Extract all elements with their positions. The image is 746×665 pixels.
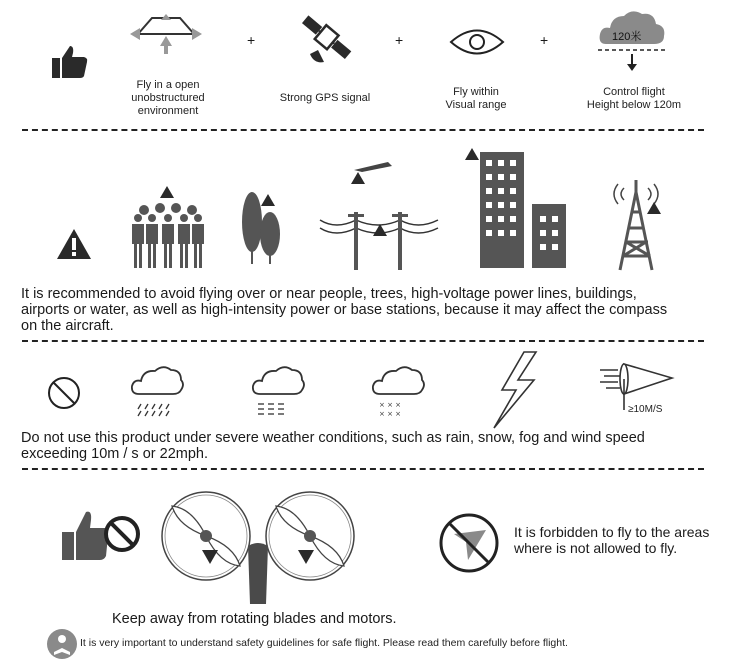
height-caption: Control flight Height below 120m	[586, 86, 682, 111]
visual-range-caption: Fly within Visual range	[445, 86, 507, 111]
svg-text:× × ×: × × ×	[379, 410, 402, 418]
power-line-warning-icon	[318, 158, 440, 272]
no-fly-zone-icon	[438, 512, 500, 574]
plus-sign-3: +	[540, 32, 549, 48]
rain-cloud-icon	[129, 364, 185, 416]
lightning-icon	[490, 350, 540, 430]
section-divider-2	[22, 340, 704, 342]
no-touch-icon	[60, 508, 142, 566]
wind-speed-label: ≥10M/S	[628, 404, 663, 415]
section-divider-1	[22, 129, 704, 131]
buildings-warning-icon	[462, 146, 570, 270]
fog-cloud-icon	[250, 364, 306, 416]
avoid-obstacles-paragraph: It is recommended to avoid flying over or near people, trees, high-voltage power lines, buildings, airports or water, as well as high-intensity power or base stations, because it may affect the compass on the aircraft.	[21, 286, 668, 334]
cloud-height-label: 120米	[612, 31, 642, 43]
weather-paragraph: Do not use this product under severe weather conditions, such as rain, snow, fog and wind speed exceeding 10m / s or 22mph.	[21, 430, 645, 462]
plus-sign-1: +	[247, 32, 256, 48]
prohibited-icon	[47, 376, 81, 410]
gps-caption: Strong GPS signal	[279, 92, 371, 104]
plus-sign-2: +	[395, 32, 404, 48]
snow-cloud-icon	[370, 364, 426, 416]
wind-sock-icon	[598, 358, 678, 410]
blades-caption: Keep away from rotating blades and motors.	[112, 611, 397, 627]
thumbs-up-icon	[50, 44, 90, 84]
crowd-warning-icon	[130, 184, 204, 270]
svg-text:× × ×: × × ×	[379, 401, 402, 409]
no-fly-text: It is forbidden to fly to the areas where is not allowed to fly.	[514, 524, 710, 556]
open-area-caption: Fly in a open unobstructured environment	[131, 79, 205, 117]
warning-icon	[56, 228, 92, 260]
safety-footer-text: It is very important to understand safety guidelines for safe flight. Please read them carefully before flight.	[80, 637, 568, 649]
open-area-icon	[126, 14, 206, 60]
eye-icon	[449, 27, 505, 57]
section-divider-3	[22, 468, 704, 470]
reading-person-icon	[46, 628, 78, 660]
trees-warning-icon	[238, 190, 286, 266]
satellite-icon	[296, 10, 356, 66]
drone-propellers-icon	[158, 486, 358, 608]
base-station-warning-icon	[606, 172, 668, 272]
